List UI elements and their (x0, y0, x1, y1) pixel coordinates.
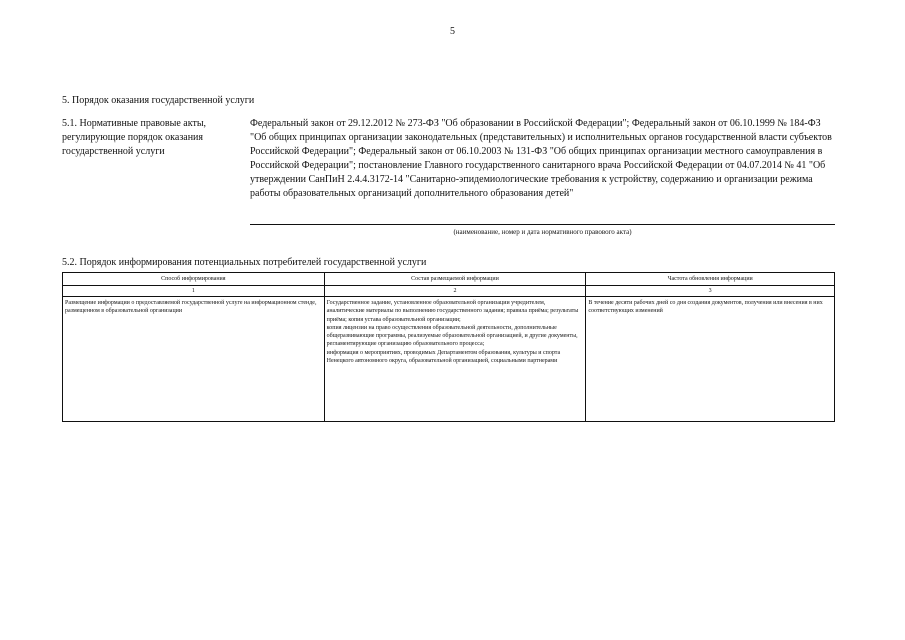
legal-acts-label: 5.1. Нормативные правовые акты, регулирующие порядок оказания государственной услуги (62, 118, 207, 157)
column-header-method: Способ информирования (63, 273, 325, 286)
content-line: информация о мероприятиях, проводимых Департаментом образования, культуры и спорта Ненецкого автономного округа, образовательной организацией, социальными партнерами (326, 349, 561, 365)
section-heading: 5. Порядок оказания государственной услуги (62, 95, 255, 106)
content-line: копия лицензии на право осуществления образовательной деятельности, дополнительные общеразвивающие программы, реализуемые образовательной организацией, и другие документы, регламентирующие организацию образовательного процесса; (326, 324, 578, 348)
column-number: 3 (586, 286, 835, 297)
column-number-row (63, 286, 835, 297)
column-number: 1 (63, 286, 325, 297)
update-frequency-cell: В течение десяти рабочих дней со дня создания документов, получения или внесения в них соответствующих изменений (586, 297, 835, 422)
column-header-content: Состав размещаемой информации (324, 273, 586, 286)
column-header-frequency: Частота обновления информации (586, 273, 835, 286)
table-row (63, 297, 835, 422)
informing-table (62, 272, 835, 422)
informing-method-cell: Размещение информации о предоставляемой государственной услуге на информационном стенде, размещенном в образовательной организации (63, 297, 325, 422)
table-header-row (63, 273, 835, 286)
legal-acts-text: Федеральный закон от 29.12.2012 № 273-ФЗ "Об образовании в Российской Федерации"; Федеральный закон от 06.10.1999 № 184-ФЗ "Об общих принципах организации законодательных (представительных) и исполнительных органов государственной власти субъектов Российской Федерации"; Федеральный закон от 06.10.2003 № 131-ФЗ "Об общих принципах организации местного самоуправления в Российской Федерации"; постановление Главного государственного санитарного врача Российской Федерации от 04.07.2014 № 41 "Об утверждении СанПиН 2.4.4.3172-14 "Санитарно-эпидемиологические требования к устройству, содержанию и организации режима работы образовательных организаций дополнительного образования детей" (250, 118, 832, 199)
information-content-cell (324, 297, 586, 422)
legal-acts-caption: (наименование, номер и дата нормативного правового акта) (453, 228, 632, 236)
page-number: 5 (450, 26, 455, 37)
informing-heading: 5.2. Порядок информирования потенциальных потребителей государственной услуги (62, 257, 427, 268)
column-number: 2 (324, 286, 586, 297)
legal-acts-underline (250, 224, 835, 225)
content-line: Государственное задание, установленное образовательной организации учредителем, аналитические материалы по выполнению государственного задания; правила приёма; результаты приёма; копия устава образовательной организации; (326, 300, 579, 323)
